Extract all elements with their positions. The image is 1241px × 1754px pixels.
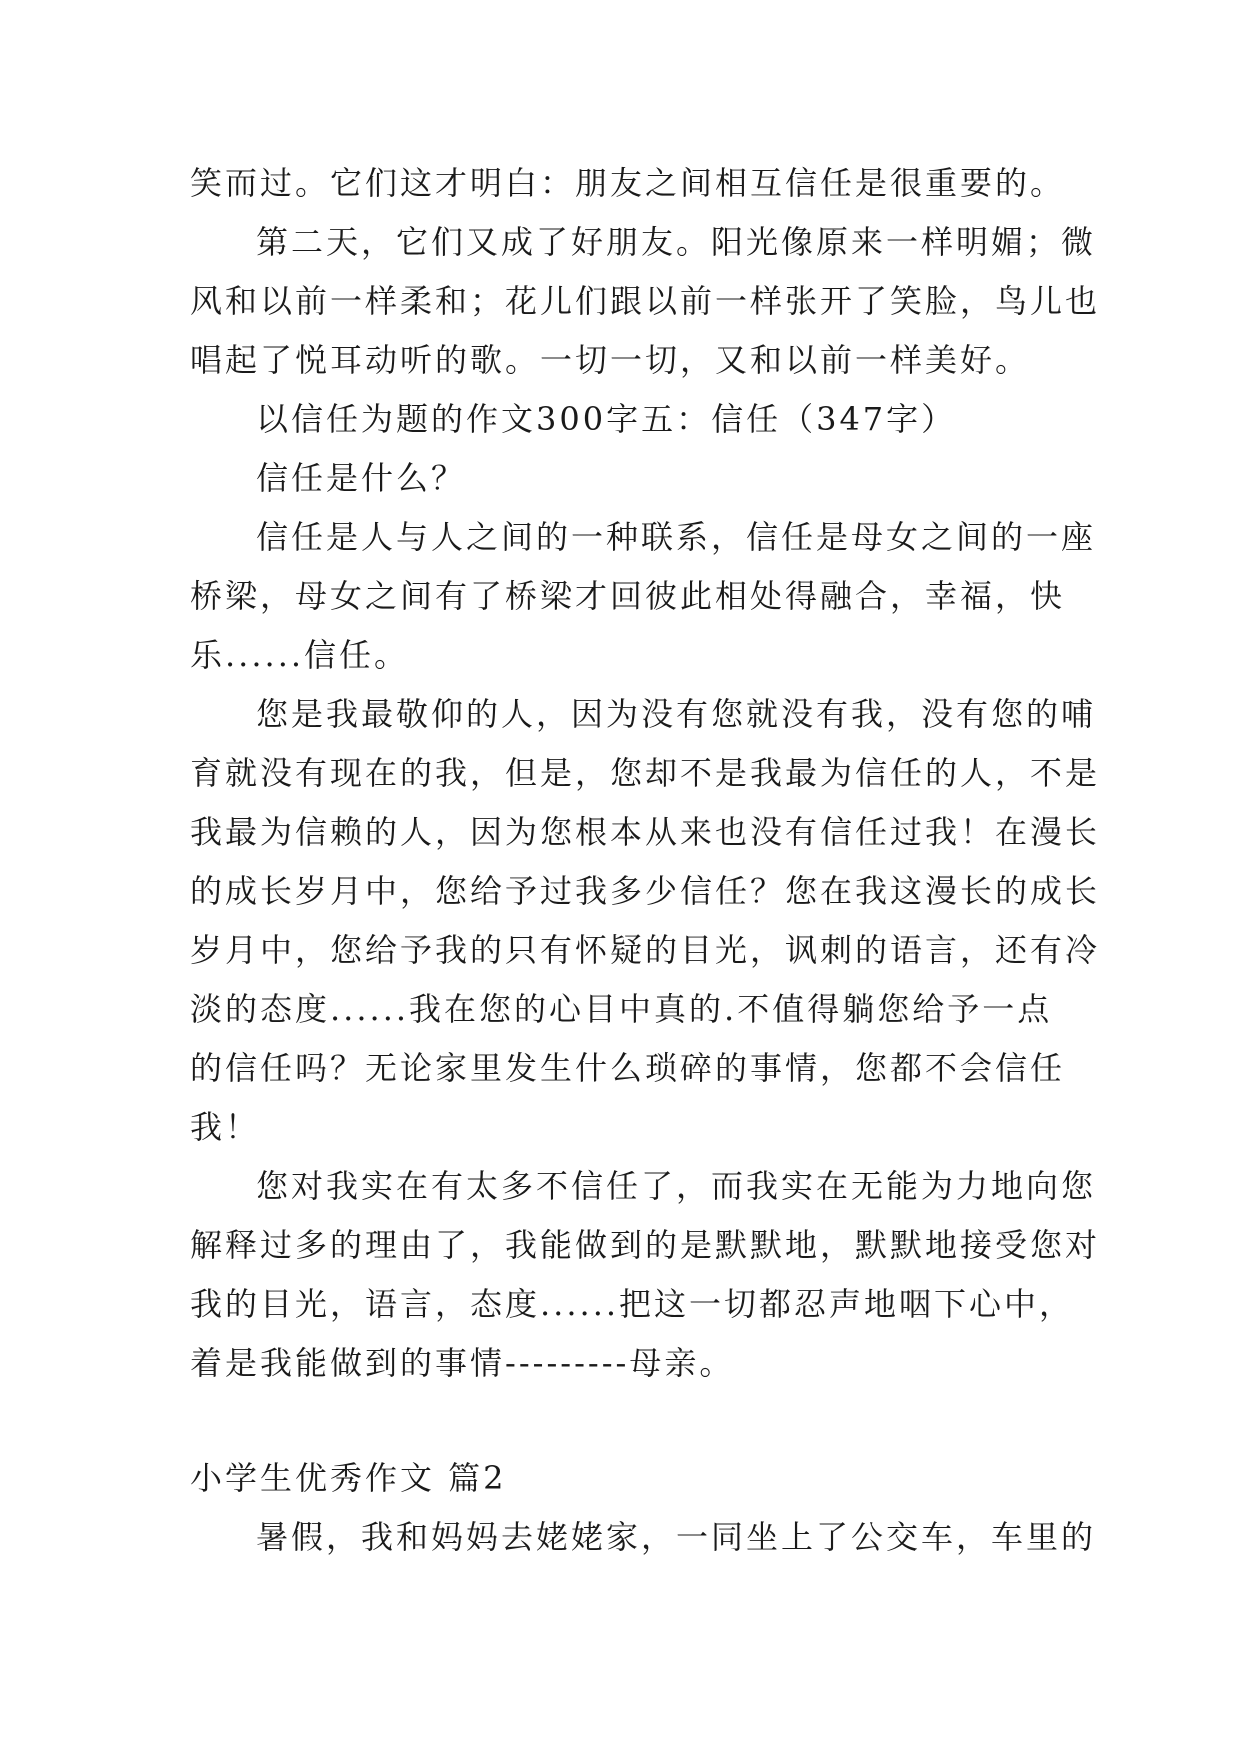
text-line: 淡的态度......我在您的心目中真的.不值得躺您给予一点	[190, 990, 1053, 1028]
text-line: 暑假，我和妈妈去姥姥家，一同坐上了公交车，车里的	[256, 1518, 1097, 1556]
text-line: 第二天，它们又成了好朋友。阳光像原来一样明媚；微	[256, 223, 1097, 261]
text-line: 的信任吗？无论家里发生什么琐碎的事情，您都不会信任	[190, 1049, 1066, 1087]
text-line: 育就没有现在的我，但是，您却不是我最为信任的人，不是	[190, 754, 1101, 792]
section-title: 小学生优秀作文 篇2	[190, 1459, 507, 1497]
text-line: 信任是什么？	[256, 459, 467, 497]
text-line: 我的目光，语言，态度......把这一切都忍声地咽下心中，	[190, 1285, 1075, 1323]
text-line: 您对我实在有太多不信任了，而我实在无能为力地向您	[256, 1167, 1097, 1205]
text-line: 唱起了悦耳动听的歌。一切一切，又和以前一样美好。	[190, 341, 1031, 379]
text-line: 信任是人与人之间的一种联系，信任是母女之间的一座	[256, 518, 1097, 556]
text-line: 解释过多的理由了，我能做到的是默默地，默默地接受您对	[190, 1226, 1101, 1264]
text-line: 的成长岁月中，您给予过我多少信任？您在我这漫长的成长	[190, 872, 1101, 910]
text-line: 笑而过。它们这才明白：朋友之间相互信任是很重要的。	[190, 164, 1066, 202]
section-heading: 以信任为题的作文300字五：信任（347字）	[256, 400, 957, 438]
text-line: 风和以前一样柔和；花儿们跟以前一样张开了笑脸，鸟儿也	[190, 282, 1101, 320]
text-line: 乐......信任。	[190, 636, 410, 674]
text-line: 我！	[190, 1108, 261, 1146]
text-line: 您是我最敬仰的人，因为没有您就没有我，没有您的哺	[256, 695, 1097, 733]
text-line: 桥梁，母女之间有了桥梁才回彼此相处得融合，幸福，快	[190, 577, 1066, 615]
text-line: 着是我能做到的事情---------母亲。	[190, 1344, 735, 1382]
text-line: 岁月中，您给予我的只有怀疑的目光，讽刺的语言，还有冷	[190, 931, 1101, 969]
text-line: 我最为信赖的人，因为您根本从来也没有信任过我！在漫长	[190, 813, 1101, 851]
